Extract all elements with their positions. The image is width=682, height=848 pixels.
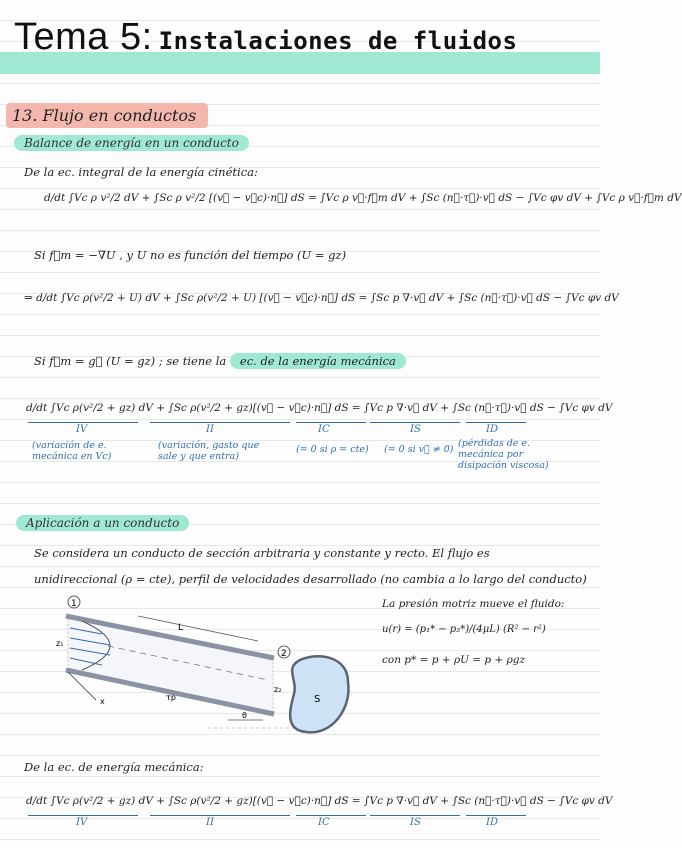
label-x: x [100,697,105,706]
label-length: L [178,623,184,633]
mechanical-energy-equation: d/dt ∫Vc ρ(v²/2 + gz) dV + ∫Sc ρ(v²/2 + gz)[(v⃗ − v⃗c)·n⃗] dS = ∫Vc p ∇·v⃗ dV + ∫Sc (n⃗·τ⃗)·v⃗ dS − ∫Vc φv dV [26,402,613,414]
term-note-5: (pérdidas de e. mecánica por disipación viscosa) [458,438,549,471]
side-note-1: La presión motriz mueve el fluido: [382,598,565,610]
label-z1: z₁ [56,639,64,648]
label-theta: θ [242,711,247,720]
outro-text: De la ec. de energía mecánica: [24,760,204,774]
term-note-2: (variación, gasto que sale y que entra) [158,440,260,462]
page-title [14,16,517,59]
mechanical-energy-equation-2: d/dt ∫Vc ρ(v²/2 + gz) dV + ∫Sc ρ(v²/2 + gz)[(v⃗ − v⃗c)·n⃗] dS = ∫Vc p ∇·v⃗ dV + ∫Sc (n⃗·τ⃗)·v⃗ dS − ∫Vc φv dV [26,795,613,807]
subheading-energy-balance: Balance de energía en un conducto [14,136,249,150]
title-rest: Instalaciones de fluidos [158,27,518,55]
label-tau: τp [166,693,176,702]
condition-gravity: Si f⃗m = g⃗ (U = gz) ; se tiene la ec. de la energía mecánica [34,354,406,368]
paragraph-line-1: Se considera un conducto de sección arbitraria y constante y recto. El flujo es [34,546,490,560]
label-z2: z₂ [274,685,282,694]
term-label-2-3: IC [318,817,330,828]
term-label-3: IC [318,424,330,435]
mechanical-energy-highlight: ec. de la energía mecánica [230,353,406,369]
term-label-2-4: IS [410,817,421,828]
kinetic-energy-equation: d/dt ∫Vc ρ v²/2 dV + ∫Sc ρ v²/2 [(v⃗ − v⃗c)·n⃗] dS = ∫Vc ρ v⃗·f⃗m dV + ∫Sc (n⃗·τ⃗)·v⃗ dS − ∫Vc φv dV + ∫Vc ρ v⃗·f⃗m dV [44,192,682,204]
term-label-4: IS [410,424,421,435]
term-label-5: ID [486,424,498,435]
term-note-1: (variación de e. mecánica en Vc) [32,440,112,462]
term-label-2-5: ID [486,817,498,828]
label-section: S [314,694,321,705]
section-heading: 13. Flujo en conductos [6,103,208,128]
side-note-2: u(r) = (p₁* − p₂*)/(4μL) (R² − r²) [382,624,546,635]
term-label-2-1: IV [76,817,88,828]
term-label-2: II [206,424,214,435]
term-label-1: IV [76,424,88,435]
title-main: Tema 5: [14,16,153,58]
term-note-4: (= 0 si v⃗ ≠ 0) [384,444,454,455]
label-station-1: 1 [71,599,77,609]
paragraph-line-2: unidireccional (ρ = cte), perfil de velocidades desarrollado (no cambia a lo largo del conducto) [34,572,587,586]
term-note-3: (= 0 si ρ = cte) [296,444,369,455]
subheading-application: Aplicación a un conducto [16,516,189,530]
condition-potential: Si f⃗m = −∇U , y U no es función del tiempo (U = gz) [34,248,347,262]
term-label-2-2: II [206,817,214,828]
label-station-2: 2 [281,649,287,659]
side-note-3: con p* = p + ρU = p + ρgz [382,654,526,666]
intro-text: De la ec. integral de la energía cinética: [24,165,258,179]
potential-energy-equation: ⇒ d/dt ∫Vc ρ(v²/2 + U) dV + ∫Sc ρ(v²/2 + U) [(v⃗ − v⃗c)·n⃗] dS = ∫Sc p ∇·v⃗ dV + ∫Sc (n⃗·τ⃗)·v⃗ dS − ∫Vc φv dV [24,292,619,304]
conduit-diagram [48,590,358,740]
